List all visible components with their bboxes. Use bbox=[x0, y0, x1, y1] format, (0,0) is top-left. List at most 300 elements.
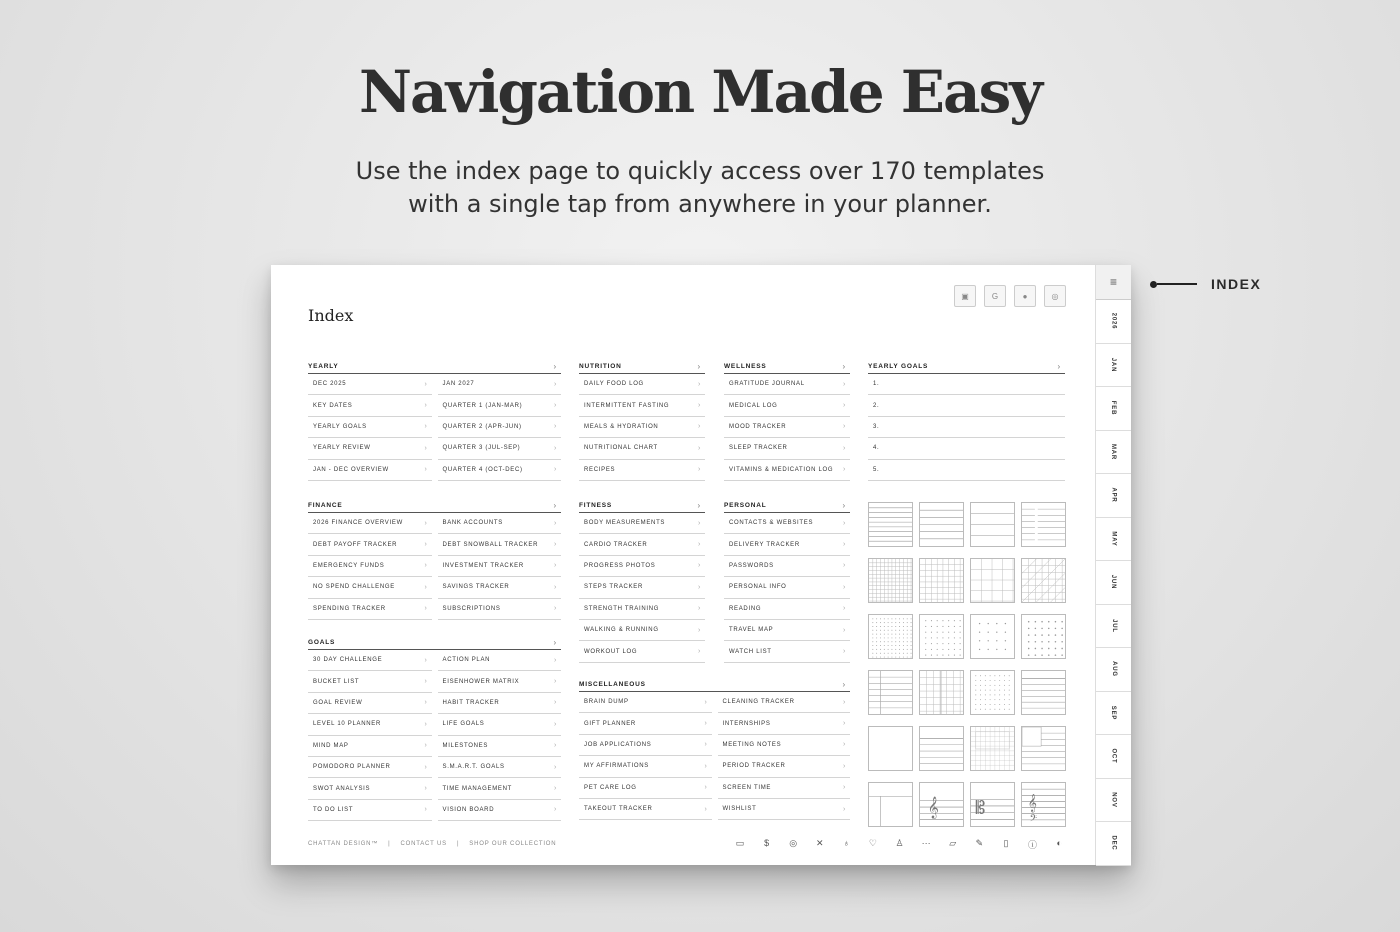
list-item[interactable] bbox=[438, 693, 562, 714]
list-item-label: MEETING NOTES bbox=[722, 741, 782, 748]
list-item[interactable] bbox=[438, 534, 562, 555]
list-item-label: MEALS & HYDRATION bbox=[584, 423, 659, 430]
list-item[interactable] bbox=[308, 460, 432, 481]
list-item[interactable] bbox=[868, 374, 1065, 395]
section-nutrition bbox=[579, 360, 705, 481]
chevron-right-icon: › bbox=[842, 784, 846, 792]
chevron-right-icon: › bbox=[424, 541, 428, 549]
list-item-label: CLEANING TRACKER bbox=[722, 699, 795, 706]
list-item[interactable] bbox=[438, 599, 562, 620]
chevron-right-icon: › bbox=[704, 805, 708, 813]
list-item-label: STRENGTH TRAINING bbox=[584, 605, 660, 612]
more-icon[interactable]: ··· bbox=[921, 838, 931, 848]
info-icon[interactable]: ⓘ bbox=[1028, 840, 1038, 850]
list-item[interactable] bbox=[579, 438, 705, 459]
template-thumbnail-grid-header[interactable] bbox=[970, 726, 1015, 771]
list-item[interactable] bbox=[718, 756, 851, 777]
list-item[interactable] bbox=[438, 395, 562, 416]
list-item-label: MILESTONES bbox=[442, 742, 489, 749]
list-item-label: MIND MAP bbox=[313, 742, 349, 749]
list-item[interactable] bbox=[579, 395, 705, 416]
book-icon[interactable]: ▯ bbox=[1003, 838, 1009, 848]
section-header[interactable] bbox=[308, 636, 561, 650]
chevron-right-icon: › bbox=[553, 583, 557, 591]
template-thumbnail-isometric[interactable] bbox=[1021, 558, 1066, 603]
list-item-label: INVESTMENT TRACKER bbox=[442, 562, 524, 569]
list-item[interactable] bbox=[718, 735, 851, 756]
list-item-label: PET CARE LOG bbox=[584, 784, 637, 791]
chevron-right-icon: › bbox=[553, 402, 557, 410]
list-item-label: MEDICAL LOG bbox=[729, 402, 778, 409]
template-thumbnail-dot-triangle[interactable] bbox=[1021, 614, 1066, 659]
chevron-right-icon: › bbox=[424, 562, 428, 570]
template-thumbnail-dot-split[interactable] bbox=[970, 670, 1015, 715]
list-item[interactable] bbox=[579, 641, 705, 662]
list-item[interactable] bbox=[718, 799, 851, 820]
list-item[interactable] bbox=[308, 438, 432, 459]
template-thumbnails bbox=[868, 502, 1066, 827]
list-item-label: YEARLY GOALS bbox=[313, 423, 367, 430]
chevron-right-icon: › bbox=[697, 562, 701, 570]
list-item-label: BRAIN DUMP bbox=[584, 699, 629, 706]
chevron-right-icon: › bbox=[697, 626, 701, 634]
callout-dot bbox=[1150, 281, 1157, 288]
template-thumbnail-dot-medium[interactable] bbox=[919, 614, 964, 659]
svg-text:𝄞: 𝄞 bbox=[1027, 793, 1037, 812]
list-item[interactable] bbox=[308, 800, 432, 821]
list-item-label: QUARTER 3 (JUL-SEP) bbox=[442, 445, 521, 452]
tab-feb[interactable] bbox=[1096, 387, 1131, 431]
list-item[interactable] bbox=[308, 714, 432, 735]
chevron-right-icon: › bbox=[553, 699, 557, 707]
list-item[interactable] bbox=[579, 735, 712, 756]
list-item-label: QUARTER 4 (OCT-DEC) bbox=[442, 466, 523, 473]
list-item[interactable] bbox=[308, 534, 432, 555]
template-thumbnail-lined-split[interactable] bbox=[919, 670, 964, 715]
theme-icon[interactable]: ◐ bbox=[1056, 838, 1062, 848]
chevron-right-icon: › bbox=[704, 741, 708, 749]
tab-sep[interactable] bbox=[1096, 692, 1131, 736]
tab-label: 2026 bbox=[1110, 312, 1117, 330]
list-item-label: JAN - DEC OVERVIEW bbox=[313, 466, 389, 473]
template-thumbnail-music-treble[interactable] bbox=[919, 782, 964, 827]
section-header[interactable] bbox=[308, 499, 561, 513]
tab-oct[interactable] bbox=[1096, 735, 1131, 779]
template-thumbnail-lined-header-2[interactable] bbox=[919, 726, 964, 771]
chevron-right-icon: › bbox=[842, 698, 846, 706]
list-item[interactable] bbox=[308, 599, 432, 620]
tab-dec[interactable] bbox=[1096, 822, 1131, 866]
template-thumbnail-cornell[interactable] bbox=[868, 670, 913, 715]
chevron-right-icon: › bbox=[697, 583, 701, 591]
chevron-right-icon: › bbox=[553, 466, 557, 474]
template-thumbnail-music-grand[interactable] bbox=[970, 782, 1015, 827]
list-item[interactable] bbox=[579, 374, 705, 395]
chevron-right-icon: › bbox=[842, 562, 846, 570]
chevron-right-icon: › bbox=[704, 784, 708, 792]
section-header[interactable] bbox=[579, 360, 705, 374]
section-finance bbox=[308, 499, 561, 620]
list-item-label: INTERMITTENT FASTING bbox=[584, 402, 670, 409]
chevron-right-icon: › bbox=[842, 380, 846, 388]
list-item-label: CARDIO TRACKER bbox=[584, 541, 648, 548]
list-item[interactable] bbox=[308, 778, 432, 799]
pencil-icon[interactable]: ✎ bbox=[975, 838, 984, 848]
section-header[interactable] bbox=[579, 678, 850, 692]
list-item-label: EMERGENCY FUNDS bbox=[313, 562, 385, 569]
list-item-label: 4. bbox=[873, 445, 880, 452]
list-item[interactable] bbox=[868, 395, 1065, 416]
section-goals bbox=[308, 636, 561, 821]
list-item[interactable] bbox=[718, 692, 851, 713]
list-item[interactable] bbox=[308, 395, 432, 416]
chevron-right-icon: › bbox=[553, 605, 557, 613]
section-personal bbox=[724, 499, 850, 663]
tab-label: AUG bbox=[1110, 661, 1117, 678]
google-icon[interactable]: G bbox=[984, 285, 1006, 307]
list-item-label: BUCKET LIST bbox=[313, 678, 360, 685]
list-item-label: SWOT ANALYSIS bbox=[313, 785, 371, 792]
chevron-right-icon: › bbox=[842, 519, 846, 527]
list-item-label: S.M.A.R.T. GOALS bbox=[442, 764, 505, 771]
list-item[interactable] bbox=[579, 756, 712, 777]
chevron-right-icon: › bbox=[553, 541, 557, 549]
list-item[interactable] bbox=[438, 513, 562, 534]
headline: Navigation Made Easy bbox=[359, 58, 1041, 126]
chevron-right-icon: › bbox=[704, 698, 708, 706]
list-item-label: QUARTER 2 (APR-JUN) bbox=[442, 423, 522, 430]
list-item[interactable] bbox=[724, 417, 850, 438]
list-item[interactable] bbox=[868, 417, 1065, 438]
list-item-label: BANK ACCOUNTS bbox=[442, 520, 503, 527]
template-thumbnail-cornell-2[interactable] bbox=[868, 782, 913, 827]
list-item[interactable] bbox=[579, 577, 705, 598]
chevron-right-icon: › bbox=[697, 402, 701, 410]
list-item[interactable] bbox=[438, 556, 562, 577]
side-tabs bbox=[1095, 265, 1131, 865]
template-thumbnail-grid-small[interactable] bbox=[868, 558, 913, 603]
list-item[interactable] bbox=[308, 577, 432, 598]
fitness-icon[interactable]: ✕ bbox=[816, 838, 824, 848]
template-thumbnail-lined-columns[interactable] bbox=[1021, 502, 1066, 547]
planner-screen bbox=[271, 265, 1131, 865]
template-thumbnail-dot-large[interactable] bbox=[970, 614, 1015, 659]
section-header[interactable] bbox=[308, 360, 561, 374]
list-item[interactable] bbox=[308, 417, 432, 438]
section-wellness bbox=[724, 360, 850, 481]
chevron-right-icon: › bbox=[553, 500, 557, 510]
list-item-label: VITAMINS & MEDICATION LOG bbox=[729, 466, 834, 473]
tab-label: OCT bbox=[1110, 748, 1117, 764]
chevron-right-icon: › bbox=[842, 361, 846, 371]
list-item-label: DEBT PAYOFF TRACKER bbox=[313, 541, 398, 548]
list-item-label: YEARLY REVIEW bbox=[313, 445, 371, 452]
chevron-right-icon: › bbox=[842, 720, 846, 728]
list-item-label: 1. bbox=[873, 381, 880, 388]
chevron-right-icon: › bbox=[842, 541, 846, 549]
folder-icon[interactable]: ▱ bbox=[949, 838, 957, 848]
tab-nov[interactable] bbox=[1096, 779, 1131, 823]
index-page bbox=[271, 265, 1095, 865]
chevron-right-icon: › bbox=[553, 519, 557, 527]
list-item[interactable] bbox=[579, 620, 705, 641]
chevron-right-icon: › bbox=[842, 805, 846, 813]
list-item[interactable] bbox=[308, 513, 432, 534]
footer-icons bbox=[734, 838, 1065, 851]
list-item-label: WATCH LIST bbox=[729, 648, 772, 655]
list-item[interactable] bbox=[438, 778, 562, 799]
list-item-label: PROGRESS PHOTOS bbox=[584, 562, 656, 569]
list-item-label: NUTRITIONAL CHART bbox=[584, 445, 658, 452]
section-header[interactable] bbox=[579, 499, 705, 513]
subline-line-1: Use the index page to quickly access over 170 templates bbox=[355, 157, 1045, 185]
tab-apr[interactable] bbox=[1096, 474, 1131, 518]
chevron-right-icon: › bbox=[424, 785, 428, 793]
chevron-right-icon: › bbox=[842, 762, 846, 770]
list-item[interactable] bbox=[724, 374, 850, 395]
list-item[interactable] bbox=[868, 460, 1065, 481]
chevron-right-icon: › bbox=[424, 720, 428, 728]
chevron-right-icon: › bbox=[842, 648, 846, 656]
tab-label: MAY bbox=[1110, 531, 1117, 547]
list-item-label: HABIT TRACKER bbox=[442, 699, 500, 706]
chevron-right-icon: › bbox=[697, 361, 701, 371]
svg-text:𝄢: 𝄢 bbox=[1029, 812, 1038, 826]
chevron-right-icon: › bbox=[842, 444, 846, 452]
tab-label: JAN bbox=[1110, 357, 1117, 372]
list-item-label: LIFE GOALS bbox=[442, 721, 485, 728]
list-item[interactable] bbox=[438, 374, 562, 395]
list-item[interactable] bbox=[308, 374, 432, 395]
apple-icon[interactable]: ● bbox=[1014, 285, 1036, 307]
list-item[interactable] bbox=[438, 438, 562, 459]
chevron-right-icon: › bbox=[697, 605, 701, 613]
chevron-right-icon: › bbox=[842, 466, 846, 474]
list-item-label: VISION BOARD bbox=[442, 806, 495, 813]
list-item-label: RECIPES bbox=[584, 466, 616, 473]
list-item[interactable] bbox=[308, 693, 432, 714]
list-item[interactable] bbox=[579, 599, 705, 620]
list-item[interactable] bbox=[724, 641, 850, 662]
list-item[interactable] bbox=[724, 438, 850, 459]
list-item[interactable] bbox=[579, 778, 712, 799]
list-item[interactable] bbox=[724, 599, 850, 620]
list-item-label: JAN 2027 bbox=[442, 381, 475, 388]
list-item[interactable] bbox=[308, 671, 432, 692]
list-item-label: SLEEP TRACKER bbox=[729, 445, 788, 452]
tab-may[interactable] bbox=[1096, 518, 1131, 562]
tab-label: APR bbox=[1110, 487, 1117, 503]
list-item[interactable] bbox=[438, 714, 562, 735]
chevron-right-icon: › bbox=[424, 444, 428, 452]
list-item[interactable] bbox=[438, 736, 562, 757]
chevron-right-icon: › bbox=[553, 637, 557, 647]
chevron-right-icon: › bbox=[697, 648, 701, 656]
list-item-label: PERSONAL INFO bbox=[729, 584, 787, 591]
footer-link[interactable]: SHOP OUR COLLECTION bbox=[469, 841, 557, 847]
section-title: NUTRITION bbox=[579, 362, 622, 370]
chevron-right-icon: › bbox=[704, 720, 708, 728]
list-item[interactable] bbox=[579, 799, 712, 820]
footer-separator: | bbox=[388, 841, 391, 847]
chevron-right-icon: › bbox=[842, 679, 846, 689]
list-item[interactable] bbox=[724, 577, 850, 598]
list-item-label: POMODORO PLANNER bbox=[313, 764, 391, 771]
list-item[interactable] bbox=[308, 736, 432, 757]
list-item[interactable] bbox=[724, 513, 850, 534]
target-icon[interactable]: ◎ bbox=[789, 838, 798, 848]
chevron-right-icon: › bbox=[553, 806, 557, 814]
chevron-right-icon: › bbox=[842, 626, 846, 634]
list-item-label: GRATITUDE JOURNAL bbox=[729, 381, 805, 388]
section-title: GOALS bbox=[308, 638, 336, 646]
list-item[interactable] bbox=[579, 417, 705, 438]
footer-link[interactable]: CHATTAN DESIGN™ bbox=[308, 841, 379, 847]
chevron-right-icon: › bbox=[842, 500, 846, 510]
template-thumbnail-grid-large[interactable] bbox=[970, 558, 1015, 603]
tab-label: JUN bbox=[1110, 575, 1117, 590]
list-item[interactable] bbox=[579, 713, 712, 734]
tab-jul[interactable] bbox=[1096, 605, 1131, 649]
template-thumbnail-lined-sparse[interactable] bbox=[970, 502, 1015, 547]
chevron-right-icon: › bbox=[553, 656, 557, 664]
other-calendar-icon[interactable]: ◎ bbox=[1044, 285, 1066, 307]
chevron-right-icon: › bbox=[553, 678, 557, 686]
section-header[interactable] bbox=[724, 499, 850, 513]
chevron-right-icon: › bbox=[424, 656, 428, 664]
chevron-right-icon: › bbox=[697, 423, 701, 431]
chevron-right-icon: › bbox=[553, 423, 557, 431]
list-item-label: QUARTER 1 (JAN-MAR) bbox=[442, 402, 523, 409]
template-thumbnail-lined-wide[interactable] bbox=[919, 502, 964, 547]
chevron-right-icon: › bbox=[842, 605, 846, 613]
chevron-right-icon: › bbox=[553, 444, 557, 452]
template-thumbnail-dot-small[interactable] bbox=[868, 614, 913, 659]
list-item[interactable] bbox=[308, 650, 432, 671]
section-title: YEARLY bbox=[308, 362, 339, 370]
tab-label: FEB bbox=[1110, 401, 1117, 416]
chevron-right-icon: › bbox=[424, 423, 428, 431]
list-item[interactable] bbox=[724, 534, 850, 555]
callout-line bbox=[1157, 283, 1197, 285]
outlook-icon[interactable]: ▣ bbox=[954, 285, 976, 307]
list-item-label: WALKING & RUNNING bbox=[584, 627, 659, 634]
subline-line-2: with a single tap from anywhere in your planner. bbox=[408, 190, 992, 218]
list-item-label: PERIOD TRACKER bbox=[722, 763, 786, 770]
chevron-right-icon: › bbox=[424, 678, 428, 686]
list-item-label: 2026 FINANCE OVERVIEW bbox=[313, 520, 403, 527]
list-item[interactable] bbox=[438, 460, 562, 481]
list-item[interactable] bbox=[724, 556, 850, 577]
tab-jun[interactable] bbox=[1096, 561, 1131, 605]
section-title: MISCELLANEOUS bbox=[579, 680, 646, 688]
apple-food-icon[interactable]: ♁ bbox=[843, 838, 850, 848]
list-item[interactable] bbox=[438, 577, 562, 598]
chevron-right-icon: › bbox=[553, 720, 557, 728]
list-item[interactable] bbox=[579, 513, 705, 534]
template-thumbnail-blank[interactable] bbox=[868, 726, 913, 771]
list-item[interactable] bbox=[579, 692, 712, 713]
list-item[interactable] bbox=[718, 713, 851, 734]
list-item-label: TRAVEL MAP bbox=[729, 627, 774, 634]
chevron-right-icon: › bbox=[697, 444, 701, 452]
list-item-label: INTERNSHIPS bbox=[722, 720, 771, 727]
menu-icon[interactable]: ≡ bbox=[1096, 265, 1131, 300]
list-item[interactable] bbox=[579, 534, 705, 555]
list-item[interactable] bbox=[724, 395, 850, 416]
svg-text:𝄡: 𝄡 bbox=[975, 798, 986, 819]
list-item[interactable] bbox=[724, 460, 850, 481]
section-title: YEARLY GOALS bbox=[868, 362, 929, 370]
chevron-right-icon: › bbox=[553, 742, 557, 750]
list-item-label: JOB APPLICATIONS bbox=[584, 741, 652, 748]
list-item-label: SCREEN TIME bbox=[722, 784, 772, 791]
dollar-icon[interactable]: $ bbox=[764, 838, 770, 848]
notebook-icon[interactable]: ▭ bbox=[735, 838, 745, 848]
tab-mar[interactable] bbox=[1096, 431, 1131, 475]
chevron-right-icon: › bbox=[842, 583, 846, 591]
footer-link[interactable]: CONTACT US bbox=[400, 841, 447, 847]
list-item-label: 3. bbox=[873, 423, 880, 430]
section-miscellaneous bbox=[579, 678, 850, 820]
list-item[interactable] bbox=[438, 650, 562, 671]
chevron-right-icon: › bbox=[842, 402, 846, 410]
chevron-right-icon: › bbox=[553, 562, 557, 570]
list-item-label: LEVEL 10 PLANNER bbox=[313, 721, 382, 728]
list-item[interactable] bbox=[579, 556, 705, 577]
template-thumbnail-lined[interactable] bbox=[868, 502, 913, 547]
list-item-label: TAKEOUT TRACKER bbox=[584, 806, 653, 813]
list-item[interactable] bbox=[868, 438, 1065, 459]
tab-label: JUL bbox=[1110, 618, 1117, 633]
chevron-right-icon: › bbox=[553, 763, 557, 771]
list-item[interactable] bbox=[579, 460, 705, 481]
chevron-right-icon: › bbox=[842, 423, 846, 431]
chevron-right-icon: › bbox=[553, 380, 557, 388]
chevron-right-icon: › bbox=[1057, 361, 1061, 371]
list-item[interactable] bbox=[438, 800, 562, 821]
template-thumbnail-grid-medium[interactable] bbox=[919, 558, 964, 603]
list-item[interactable] bbox=[308, 757, 432, 778]
list-item[interactable] bbox=[724, 620, 850, 641]
template-thumbnail-lined-header[interactable] bbox=[1021, 670, 1066, 715]
list-item[interactable] bbox=[438, 417, 562, 438]
chevron-right-icon: › bbox=[697, 519, 701, 527]
tab-label: MAR bbox=[1110, 443, 1117, 460]
template-thumbnail-music-piano[interactable] bbox=[1021, 782, 1066, 827]
person-icon[interactable]: ♙ bbox=[895, 838, 904, 848]
list-item-label: TO DO LIST bbox=[313, 806, 354, 813]
section-fitness bbox=[579, 499, 705, 663]
tab-2026[interactable] bbox=[1096, 300, 1131, 344]
list-item-label: PASSWORDS bbox=[729, 562, 774, 569]
tab-jan[interactable] bbox=[1096, 344, 1131, 388]
list-item-label: READING bbox=[729, 605, 762, 612]
list-item[interactable] bbox=[718, 778, 851, 799]
chevron-right-icon: › bbox=[697, 380, 701, 388]
section-header[interactable] bbox=[868, 360, 1065, 374]
list-item[interactable] bbox=[438, 757, 562, 778]
heart-icon[interactable]: ♡ bbox=[868, 838, 877, 848]
list-item[interactable] bbox=[308, 556, 432, 577]
template-thumbnail-lined-flag[interactable] bbox=[1021, 726, 1066, 771]
chevron-right-icon: › bbox=[553, 361, 557, 371]
section-yearly-goals bbox=[868, 360, 1065, 481]
tab-aug[interactable] bbox=[1096, 648, 1131, 692]
section-header[interactable] bbox=[724, 360, 850, 374]
section-title: WELLNESS bbox=[724, 362, 767, 370]
list-item[interactable] bbox=[438, 671, 562, 692]
